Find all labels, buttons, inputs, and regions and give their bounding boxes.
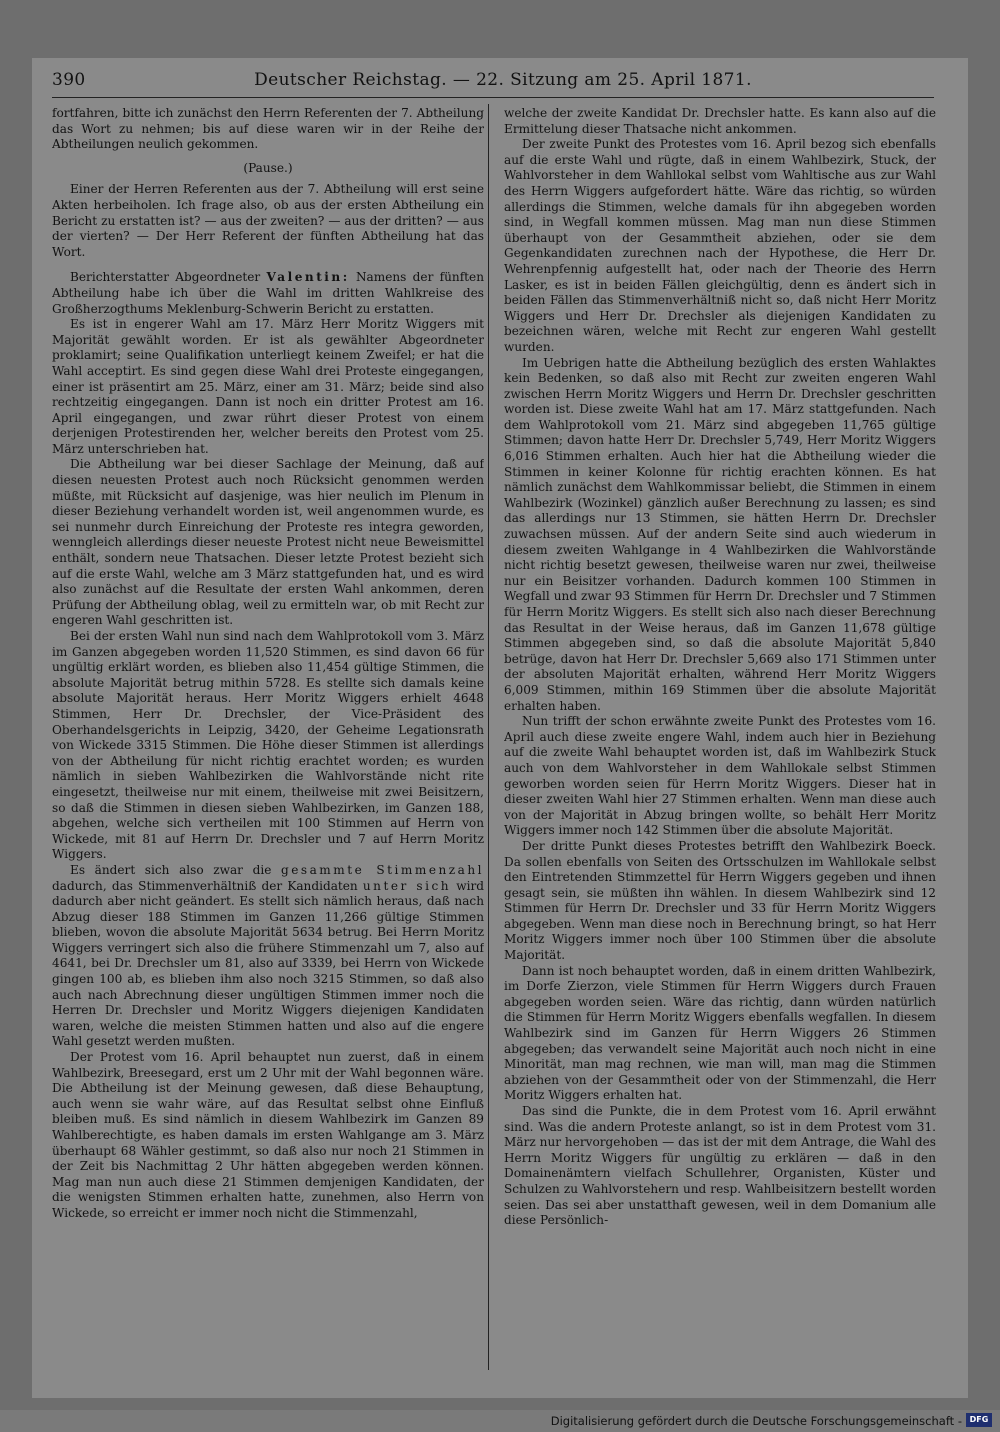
paragraph: Die Abtheilung war bei dieser Sachlage der Meinung, daß auf diesen neuesten Protest auch noch Rücksicht genommen werden müßte, mit Rücksicht auf dasjenige, was hier neulich im Plenum in dieser Beziehung verhandelt worden ist, weil angenommen wurde, es sei nunmehr durch Einreichung der Proteste res integra geworden, wenngleich allerdings dieser neueste Protest nicht neue Beweismittel enthält, sondern neue Thatsachen. Dieser letzte Protest bezieht sich auf die erste Wahl, welche am 3 März stattgefunden hat, und es wird also zunächst auf die Resultate der ersten Wahl ankommen, deren Prüfung der Abtheilung oblag, weil zu ermitteln war, ob mit Recht zur engeren Wahl geschritten ist.	[52, 457, 484, 628]
speaker-name: Valentin:	[266, 270, 350, 285]
paragraph: Der zweite Punkt des Protestes vom 16. April bezog sich ebenfalls auf die erste Wahl und rügte, daß in einem Wahlbezirk, Stuck, der Wahlvorsteher in dem Wahllokal selbst vom Wahltische aus zur Wahl des Herrn Wiggers aufgefordert hätte. Wäre das richtig, so würden allerdings die Stimmen, welche damals für ihn abgegeben worden sind, in Wegfall kommen müssen. Mag man nun diese Stimmen überhaupt von der Gesammtheit abziehen, oder sie dem Gegenkandidaten zurechnen nach der Hypothese, die Herr Dr. Wehrenpfennig aufgestellt hat, oder nach der Theorie des Herrn Lasker, es ist in beiden Fällen gleichgültig, denn es ändert sich in beiden Fällen das Stimmenverhältniß nicht so, daß nicht Herr Moritz Wiggers und Herr Dr. Drechsler als diejenigen Kandidaten zu bezeichnen wären, welche mit Recht zur engeren Wahl gestellt wurden.	[504, 137, 936, 354]
paragraph: welche der zweite Kandidat Dr. Drechsler hatte. Es kann also auf die Ermittelung dieser Thatsache nicht ankommen.	[504, 106, 936, 136]
paragraph: Der Protest vom 16. April behauptet nun zuerst, daß in einem Wahlbezirk, Breesegard, erst um 2 Uhr mit der Wahl begonnen wäre. Die Abtheilung ist der Meinung gewesen, daß diese Behauptung, auch wenn sie wahr wäre, auf das Resultat selbst ohne Einfluß bleiben muß. Es sind nämlich in diesem Wahlbezirk im Ganzen 89 Wahlberechtigte, es haben damals im ersten Wahlgange am 3. März überhaupt 68 Wähler gestimmt, so daß also nur noch 21 Stimmen in der Zeit bis Nachmittag 2 Uhr hätten abgegeben werden können. Mag man nun auch diese 21 Stimmen demjenigen Kandidaten, der die wenigsten Stimmen erhalten hatte, zunehmen, also Herrn von Wickede, so erreicht er immer noch nicht die Stimmenzahl,	[52, 1050, 484, 1220]
paragraph: Nun trifft der schon erwähnte zweite Punkt des Protestes vom 16. April auch diese zweite engere Wahl, indem auch hier in Beziehung auf die zweite Wahl behauptet worden ist, daß im Wahlbezirk Stuck auch von dem Wahlvorsteher in dem Wahllokale selbst Stimmen geworben worden seien für Herrn Moritz Wiggers. Dieser hat in dieser zweiten Wahl hier 27 Stimmen erhalten. Wenn man diese auch von der Majorität in Abzug bringen wollte, so behält Herr Moritz Wiggers immer noch 142 Stimmen über die absolute Majorität.	[504, 714, 936, 838]
dfg-logo: DFG	[966, 1413, 992, 1427]
column-separator	[488, 104, 489, 1370]
funding-credit: Digitalisierung gefördert durch die Deutsche Forschungsgemeinschaft -	[550, 1414, 962, 1428]
paragraph: Bei der ersten Wahl nun sind nach dem Wahlprotokoll vom 3. März im Ganzen abgegeben worden 11,520 Stimmen, es sind davon 66 für ungültig erklärt worden, es blieben also 11,454 gültige Stimmen, die absolute Majorität betrug mithin 5728. Es stellte sich damals keine absolute Majorität heraus. Herr Moritz Wiggers erhielt 4648 Stimmen, Herr Dr. Drechsler, der Vice-Präsident des Oberhandelsgerichts in Leipzig, 3420, der Geheime Legationsrath von Wickede 3315 Stimmen. Die Höhe dieser Stimmen ist allerdings von der Abtheilung für nicht richtig erachtet worden; es wurden nämlich in sieben Wahlbezirken die Wahlvorstände nicht rite eingesetzt, theilweise nur mit einem, theilweise mit zwei Beisitzern, so daß die Stimmen in diesen sieben Wahlbezirken, im Ganzen 188, abgehen, welche sich vertheilen mit 100 Stimmen auf Herrn von Wickede, mit 81 auf Herrn Dr. Drechsler und 7 auf Herrn Moritz Wiggers.	[52, 629, 484, 862]
left-column	[52, 106, 484, 1368]
paragraph: Der dritte Punkt dieses Protestes betrifft den Wahlbezirk Boeck. Da sollen ebenfalls von Seiten des Ortsschulzen im Wahllokale selbst den Eintretenden Stimmzettel für Herrn Wiggers gegeben und ihnen gesagt sein, sie müßten ihn wählen. In diesem Wahlbezirk sind 12 Stimmen für Herrn Dr. Drechsler und 33 für Herrn Moritz Wiggers abgegeben. Wenn man diese noch in Berechnung bringt, so hat Herr Moritz Wiggers immer noch über 100 Stimmen über die absolute Majorität.	[504, 838, 936, 963]
speaker-text: Namens der fünften Abtheilung habe ich über die Wahl im dritten Wahlkreise des Großherzogthums Meklenburg-Schwerin Bericht zu erstatten.	[52, 270, 484, 316]
running-title: Deutscher Reichstag. — 22. Sitzung am 25. April 1871.	[254, 70, 752, 90]
emphasis: gesammte Stimmenzahl	[280, 862, 484, 877]
right-column	[504, 106, 936, 1368]
speaker-prefix: Berichterstatter Abgeordneter	[70, 270, 261, 285]
paragraph: Dann ist noch behauptet worden, daß in einem dritten Wahlbezirk, im Dorfe Zierzon, viele Stimmen für Herrn Wiggers durch Frauen abgegeben worden seien. Wäre das richtig, dann würden natürlich die Stimmen für Herrn Moritz Wiggers ebenfalls wegfallen. In diesem Wahlbezirk sind im Ganzen für Herrn Wiggers 26 Stimmen abgegeben; das verwandelt seine Majorität auch noch nicht in eine Minorität, man mag rechnen, wie man will, man mag die Stimmen abziehen von der Gesammtheit oder von der Stimmenzahl, die Herr Moritz Wiggers erhalten hat.	[504, 963, 936, 1103]
paragraph: Im Uebrigen hatte die Abtheilung bezüglich des ersten Wahlaktes kein Bedenken, so daß also mit Recht zur zweiten engeren Wahl zwischen Herrn Moritz Wiggers und Herrn Dr. Drechsler geschritten worden ist. Diese zweite Wahl hat am 17. März stattgefunden. Nach dem Wahlprotokoll vom 21. März sind abgegeben 11,765 gültige Stimmen; davon hatte Herr Dr. Drechsler 5,749, Herr Moritz Wiggers 6,016 Stimmen erhalten. Auch hier hat die Abtheilung wieder die Stimmen in keiner Kolonne für richtig erachten können. Es hat nämlich zunächst dem Wahlkommissar beliebt, die Stimmen in einem Wahlbezirk (Wozinkel) gänzlich außer Berechnung zu lassen; es sind das allerdings nur 13 Stimmen, sie hätten Herrn Dr. Drechsler zuwachsen müssen. Auf der andern Seite sind auch wiederum in diesem zweiten Wahlgange in 4 Wahlbezirken die Wahlvorstände nicht richtig besetzt gewesen, theilweise waren nur zwei, theilweise nur ein Beisitzer vorhanden. Dadurch kommen 100 Stimmen in Wegfall und zwar 93 Stimmen für Herrn Dr. Drechsler und 7 Stimmen für Herrn Moritz Wiggers. Es stellt sich also nach dieser Berechnung das Resultat in der Weise heraus, daß im Ganzen 11,678 gültige Stimmen abgegeben sind, so daß die absolute Majorität 5,840 betrüge, davon hat Herr Dr. Drechsler 5,669 also 171 Stimmen unter der absoluten Majorität erhalten, während Herr Moritz Wiggers 6,009 Stimmen, mithin 169 Stimmen über die absolute Majorität erhalten haben.	[504, 355, 936, 713]
header-rule	[52, 97, 934, 98]
emphasis: unter sich	[362, 878, 452, 893]
page-number: 390	[52, 70, 86, 90]
paragraph	[52, 863, 484, 1050]
paragraph: Es ist in engerer Wahl am 17. März Herr Moritz Wiggers mit Majorität gewählt worden. Er ist als gewählter Abgeordneter proklamirt; seine Qualifikation unterliegt keinem Zweifel; er hat die Wahl acceptirt. Es sind gegen diese Wahl drei Proteste eingegangen, einer ist präsentirt am 25. März, einer am 31. März; beide sind also rechtzeitig eingegangen. Dann ist noch ein dritter Protest am 16. April eingegangen, und zwar rührt dieser Protest von einem derjenigen Protestirenden her, welcher bereits den Protest vom 25. März unterschrieben hat.	[52, 317, 484, 456]
stage-direction: (Pause.)	[243, 160, 293, 175]
paragraph: fortfahren, bitte ich zunächst den Herrn Referenten der 7. Abtheilung das Wort zu nehmen; bis auf diese waren wir in der Reihe der Abtheilungen neulich gekommen.	[52, 106, 484, 152]
paragraph: Das sind die Punkte, die in dem Protest vom 16. April erwähnt sind. Was die andern Proteste anlangt, so ist in dem Protest vom 31. März nur hervorgehoben — das ist der mit dem Antrage, die Wahl des Herrn Moritz Wiggers für ungültig zu erklären — daß in den Domainenämtern vielfach Schullehrer, Organisten, Küster und Schulzen zu Wahlvorstehern und resp. Wahlbeisitzern bestellt worden seien. Das sei aber unstatthaft gewesen, weil in dem Domanium alle diese Persönlich-	[504, 1104, 936, 1228]
text-run: Es ändert sich also zwar die	[70, 862, 281, 877]
text-run: wird dadurch aber nicht geändert. Es stellt sich nämlich heraus, daß nach Abzug dieser 188 Stimmen im Ganzen 11,266 gültige Stimmen blieben, wovon die absolute Majorität 5634 betrug. Bei Herrn Moritz Wiggers verringert sich also die frühere Stimmenzahl um 7, also auf 4641, bei Dr. Drechsler um 81, also auf 3339, bei Herrn von Wickede gingen 100 ab, es blieben ihm also noch 3215 Stimmen, so daß also auch nach Abrechnung dieser ungültigen Stimmen immer noch die Herren Dr. Drechsler und Moritz Wiggers diejenigen Kandidaten waren, welche die meisten Stimmen hatten und also auf die engere Wahl gesetzt werden mußten.	[52, 878, 484, 1049]
paragraph: Einer der Herren Referenten aus der 7. Abtheilung will erst seine Akten herbeiholen. Ich frage also, ob aus der ersten Abtheilung ein Bericht zu erstatten ist? — aus der zweiten? — aus der dritten? — aus der vierten? — Der Herr Referent der fünften Abtheilung hat das Wort.	[52, 182, 484, 259]
text-run: dadurch, das Stimmenverhältniß der Kandidaten	[52, 878, 363, 893]
speaker-paragraph	[52, 270, 484, 317]
page-header	[52, 70, 954, 92]
